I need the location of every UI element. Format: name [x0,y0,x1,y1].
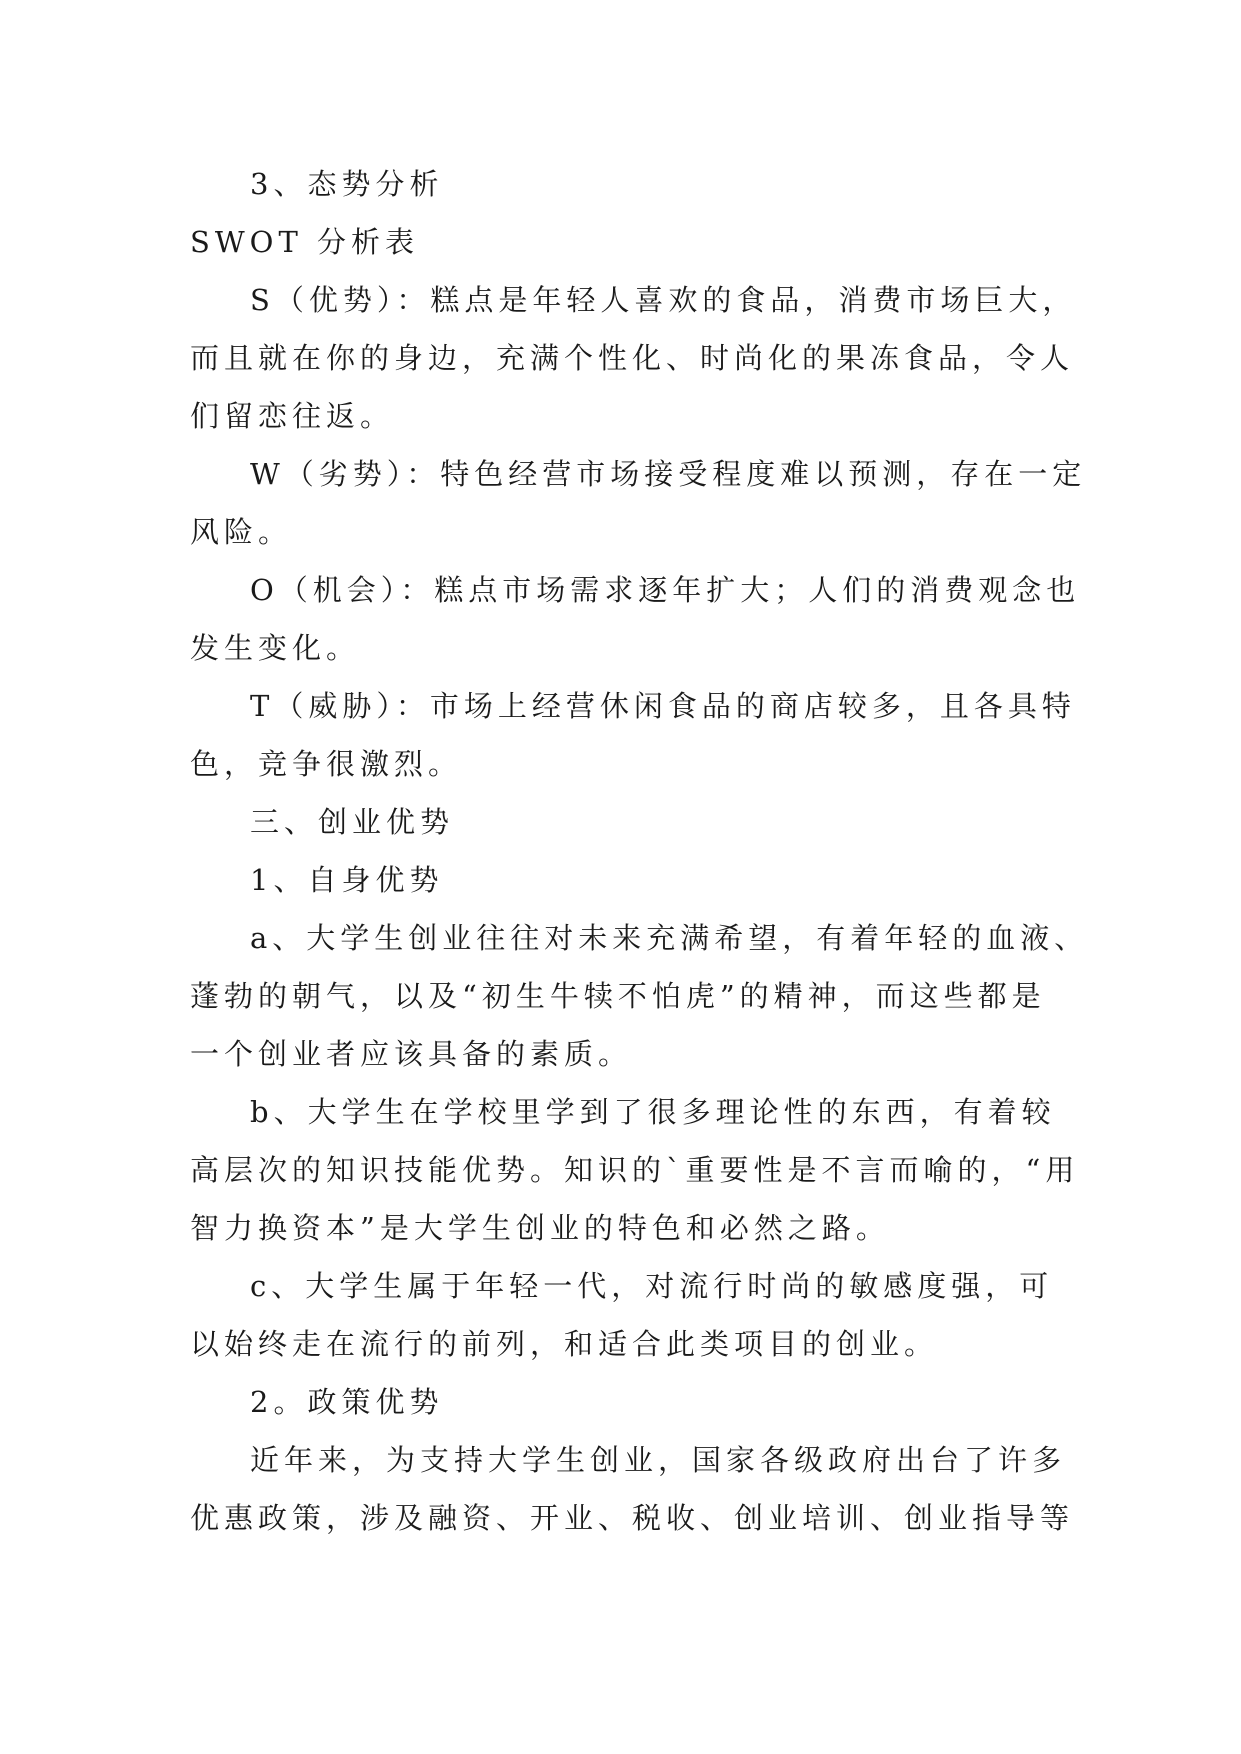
heading-situation-analysis: 3、态势分析 [250,167,444,201]
paragraph-line: 一个创业者应该具备的素质。 [190,1037,633,1071]
paragraph-line: c、大学生属于年轻一代，对流行时尚的敏感度强，可 [250,1269,1054,1303]
heading-self-advantages: 1、自身优势 [250,863,444,897]
paragraph-line: 近年来，为支持大学生创业，国家各级政府出台了许多 [250,1443,1067,1477]
paragraph-line: S（优势）：糕点是年轻人喜欢的食品，消费市场巨大， [250,283,1077,317]
paragraph-line: 色，竞争很激烈。 [190,747,463,781]
paragraph-line: W（劣势）：特色经营市场接受程度难以预测，存在一定 [250,457,1087,491]
paragraph-line: 而且就在你的身边，充满个性化、时尚化的果冻食品，令人 [190,341,1075,375]
heading-swot-table: SWOT 分析表 [190,225,420,259]
paragraph-line: a、大学生创业往往对未来充满希望，有着年轻的血液、 [250,921,1089,955]
paragraph-line: 智力换资本”是大学生创业的特色和必然之路。 [190,1211,890,1245]
paragraph-line: 蓬勃的朝气，以及“初生牛犊不怕虎”的精神，而这些都是 [190,979,1046,1013]
paragraph-line: 发生变化。 [190,631,361,665]
paragraph-line: 风险。 [190,515,293,549]
paragraph-line: 们留恋往返。 [190,399,395,433]
paragraph-line: O（机会）：糕点市场需求逐年扩大；人们的消费观念也 [250,573,1081,607]
paragraph-line: b、大学生在学校里学到了很多理论性的东西，有着较 [250,1095,1056,1129]
paragraph-line: 优惠政策，涉及融资、开业、税收、创业培训、创业指导等 [190,1501,1075,1535]
paragraph-line: T（威胁）：市场上经营休闲食品的商店较多，且各具特 [250,689,1076,723]
paragraph-line: 高层次的知识技能优势。知识的`重要性是不言而喻的，“用 [190,1153,1080,1187]
heading-startup-advantages: 三、创业优势 [250,805,455,839]
paragraph-line: 以始终走在流行的前列，和适合此类项目的创业。 [190,1327,939,1361]
document-body [190,155,1089,1547]
heading-policy-advantages: 2。政策优势 [250,1385,444,1419]
